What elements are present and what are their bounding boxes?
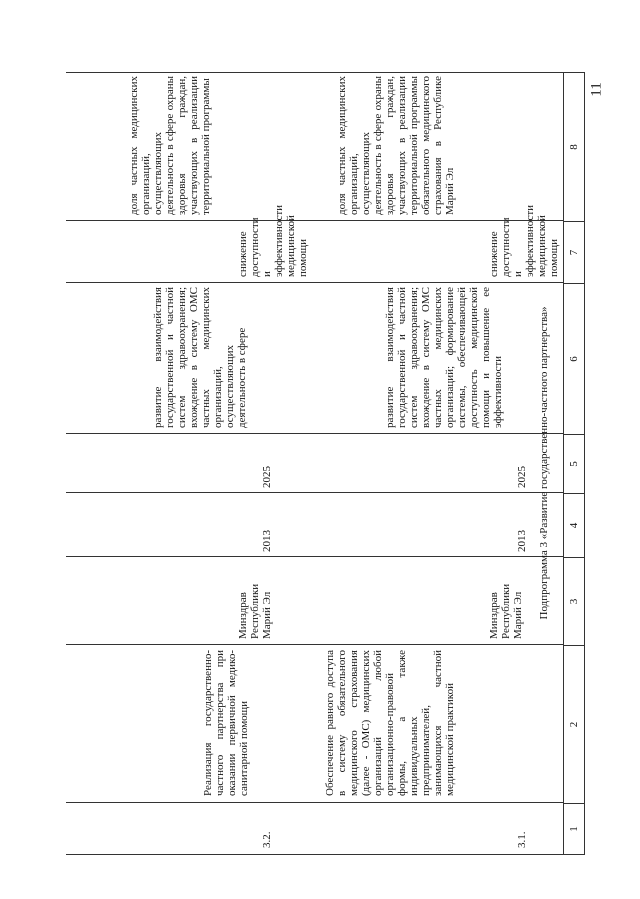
- header-col-1: 1: [564, 803, 584, 854]
- header-col-4: 4: [564, 493, 584, 557]
- header-col-5: 5: [564, 434, 584, 493]
- plan-table: [66, 73, 585, 855]
- start-year: 2013: [516, 530, 528, 552]
- column-divider: [66, 433, 563, 434]
- table-header-row: [563, 72, 585, 854]
- header-col-7: 7: [564, 221, 584, 283]
- start-year: 2013: [261, 530, 273, 552]
- measure-name: Обеспечение равного доступа в систему обязательного медицинского страхования (далее - ОМС) медицинских организаций любой организационно-правовой формы, а также индивидуальных предпринимателей, занимающихся частной медицинской практикой: [324, 650, 456, 796]
- header-col-8: 8: [564, 72, 584, 221]
- end-year: 2025: [516, 466, 528, 488]
- expected-result: развитие взаимодействия государственной и частной систем здравоохранения; вхождение в систему ОМС частных медицинских организаций; формирование системы, обеспечивающей доступность медицинской помощи и повышение ее эффективности: [384, 287, 504, 428]
- non-implementation-consequences: снижение доступности и эффективности медицинской помощи: [237, 204, 309, 277]
- row-number: 3.1.: [516, 831, 528, 848]
- rotated-table-container: [66, 73, 585, 855]
- column-divider: [66, 492, 563, 493]
- section-title: Подпрограмма 3 «Развитие государственно-частного партнерства»: [538, 306, 550, 620]
- executor: Минздрав Республики Марий Эл: [237, 583, 273, 639]
- non-implementation-consequences: снижение доступности и эффективности медицинской помощи: [488, 204, 560, 277]
- measure-name: Реализация государственно-частного партнерства при оказании первичной медико-санитарной помощи: [202, 650, 250, 796]
- row-number: 3.2.: [261, 831, 273, 848]
- target-indicator: доля частных медицинских организаций, осуществляющих деятельность в сфере охраны здоровья граждан, участвующих в реализации территориальной программы обязательного медицинского страхования в Республике Марий Эл: [336, 76, 456, 215]
- executor: Минздрав Республики Марий Эл: [488, 583, 524, 639]
- column-divider: [66, 644, 563, 645]
- target-indicator: доля частных медицинских организаций, осуществляющих деятельность в сфере охраны здоровья граждан, участвующих в реализации территориальной программы: [128, 76, 212, 215]
- expected-result: развитие взаимодействия государственной и частной систем здравоохранения; вхождение в систему ОМС частных медицинских организаций, осуществляющих деятельность в сфере: [152, 287, 248, 428]
- header-col-6: 6: [564, 283, 584, 434]
- column-divider: [66, 556, 563, 557]
- page-number: 11: [588, 82, 605, 97]
- column-divider: [66, 282, 563, 283]
- header-col-2: 2: [564, 645, 584, 803]
- header-col-3: 3: [564, 557, 584, 645]
- column-divider: [66, 802, 563, 803]
- end-year: 2025: [261, 466, 273, 488]
